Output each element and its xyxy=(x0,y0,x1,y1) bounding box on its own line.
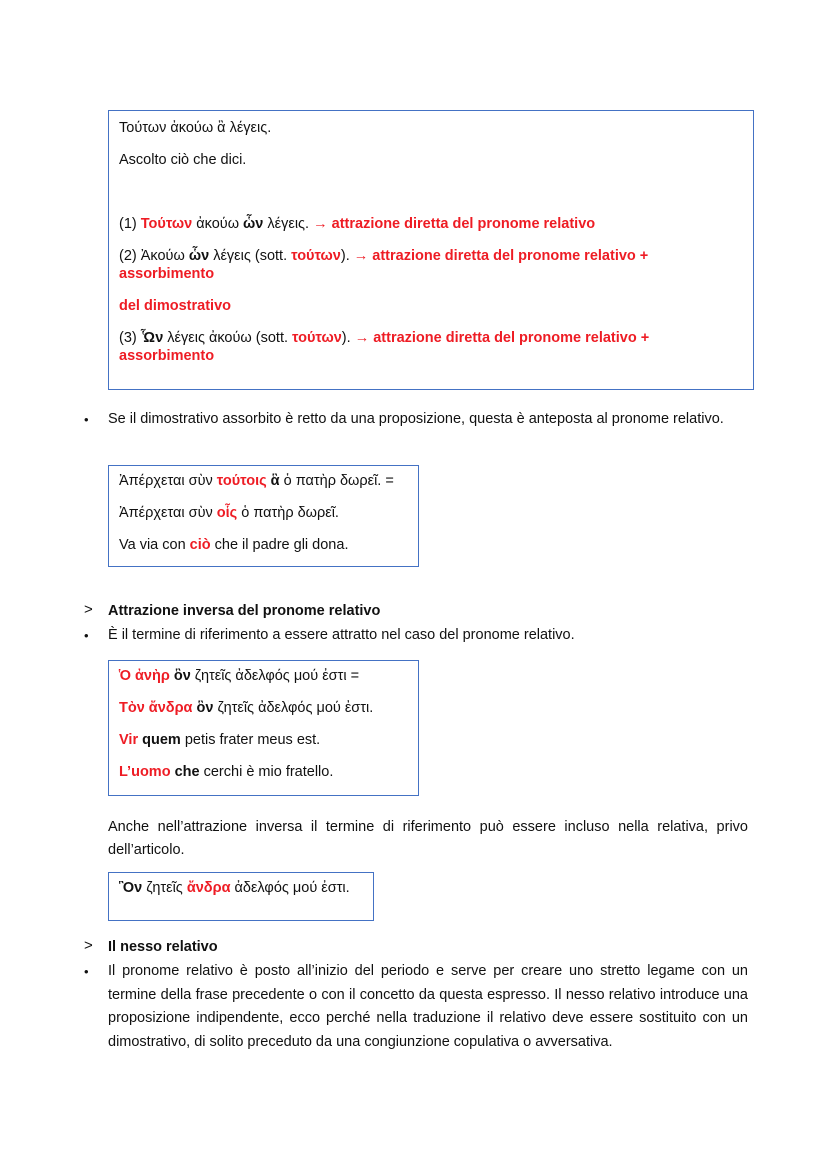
bold-term: Ὃν xyxy=(119,880,143,896)
example-line xyxy=(119,699,408,717)
text-segment: (2) Ἀκούω xyxy=(119,248,189,264)
heading-arrow-icon: > xyxy=(84,601,93,618)
bold-term: Ὧν xyxy=(140,330,164,346)
section-heading: Attrazione inversa del pronome relativo xyxy=(108,603,381,619)
text-segment: λέγεις. xyxy=(263,216,314,232)
text-segment: Ἀπέρχεται σὺν xyxy=(119,505,217,521)
text-segment: ὁ πατὴρ δωρεῖ. xyxy=(237,505,339,521)
highlighted-term: ciò xyxy=(189,537,211,553)
highlighted-term: Τὸν ἄνδρα xyxy=(119,700,193,716)
example-box-attrazione-inversa xyxy=(108,660,419,796)
example-line xyxy=(119,297,743,315)
example-line xyxy=(119,763,408,781)
bold-term: ὧν xyxy=(243,216,264,232)
highlighted-term: Ὁ ἀνὴρ xyxy=(119,668,170,684)
example-line xyxy=(119,183,743,201)
text-segment: ἀδελφός μού ἐστι. xyxy=(230,880,350,896)
highlighted-term: L’uomo xyxy=(119,764,171,780)
text-segment: (1) xyxy=(119,216,141,232)
highlighted-term: → attrazione diretta del pronome relativo + assorbimento xyxy=(119,248,649,282)
text-segment: λέγεις ἀκούω (sott. xyxy=(163,330,293,346)
bold-term: ὃν xyxy=(173,668,191,684)
bullet-text: È il termine di riferimento a essere attratto nel caso del pronome relativo. xyxy=(108,627,575,643)
example-box-attrazione-diretta xyxy=(108,110,754,390)
bullet-text: Se il dimostrativo assorbito è retto da una proposizione, questa è anteposta al pronome relativo. xyxy=(108,411,724,427)
text-segment: che il padre gli dona. xyxy=(210,537,349,553)
text-segment: cerchi è mio fratello. xyxy=(199,764,334,780)
example-line xyxy=(119,215,743,233)
bold-term: ὧν xyxy=(188,248,210,264)
highlighted-term: ἄνδρα xyxy=(186,880,231,896)
text-segment: ). xyxy=(340,248,354,264)
highlighted-term: Vir xyxy=(119,732,139,748)
example-line xyxy=(119,472,408,490)
example-line xyxy=(119,119,743,137)
example-line xyxy=(119,247,743,283)
section-heading: Il nesso relativo xyxy=(108,939,218,955)
bold-term: quem xyxy=(142,732,181,748)
example-line xyxy=(119,329,743,365)
text-segment: (3) xyxy=(119,330,141,346)
text-segment: Ascolto ciò che dici. xyxy=(119,152,247,168)
example-line xyxy=(119,731,408,749)
text-segment: petis frater meus est. xyxy=(180,732,321,748)
example-box-inclusione xyxy=(108,872,374,921)
highlighted-term: Τούτων xyxy=(140,216,193,232)
bullet-text: Il pronome relativo è posto all’inizio del periodo e serve per creare uno stretto legame con un termine della frase precedente o con il concetto da questa espresso. Il nesso relativo introduce una proposizione indipendente, ecco perché nella traduzione il relativo deve essere sostituito con un dimostrativo, di solito preceduto da una congiunzione copulativa o avversativa. xyxy=(108,963,748,1050)
example-line xyxy=(119,536,408,554)
highlighted-term: → attrazione diretta del pronome relativo xyxy=(313,216,596,232)
highlighted-term: τούτοις xyxy=(216,473,267,489)
example-line xyxy=(119,879,363,897)
highlighted-term: τούτων xyxy=(291,248,341,264)
example-box-assorbimento xyxy=(108,465,419,567)
text-segment: Va via con xyxy=(119,537,190,553)
bold-term: che xyxy=(174,764,200,780)
highlighted-term: → attrazione diretta del pronome relativo + assorbimento xyxy=(119,330,650,364)
text-segment: ἀκούω xyxy=(192,216,244,232)
example-line xyxy=(119,667,408,685)
bullet-icon: • xyxy=(84,964,89,979)
example-line xyxy=(119,504,408,522)
text-segment: ὁ πατὴρ δωρεῖ. = xyxy=(279,473,394,489)
text-segment: ζητεῖς xyxy=(142,880,187,896)
example-line xyxy=(119,151,743,169)
text-segment: ζητεῖς ἀδελφός μού ἐστι. xyxy=(213,700,374,716)
bold-term: ἃ xyxy=(270,473,280,489)
text-segment: Τούτων ἀκούω ἃ λέγεις. xyxy=(119,120,272,136)
bullet-icon: • xyxy=(84,628,89,643)
text-segment: Ἀπέρχεται σὺν xyxy=(119,473,217,489)
paragraph: Anche nell’attrazione inversa il termine di riferimento può essere incluso nella relativa, privo dell’articolo. xyxy=(108,819,748,858)
heading-arrow-icon: > xyxy=(84,937,93,954)
text-segment: ζητεῖς ἀδελφός μού ἐστι = xyxy=(190,668,360,684)
highlighted-term: del dimostrativo xyxy=(119,298,231,314)
text-segment: ). xyxy=(341,330,355,346)
bold-term: ὃν xyxy=(196,700,214,716)
text-segment: λέγεις (sott. xyxy=(209,248,292,264)
bullet-icon: • xyxy=(84,412,89,427)
highlighted-term: τούτων xyxy=(292,330,342,346)
highlighted-term: οἷς xyxy=(216,505,238,521)
